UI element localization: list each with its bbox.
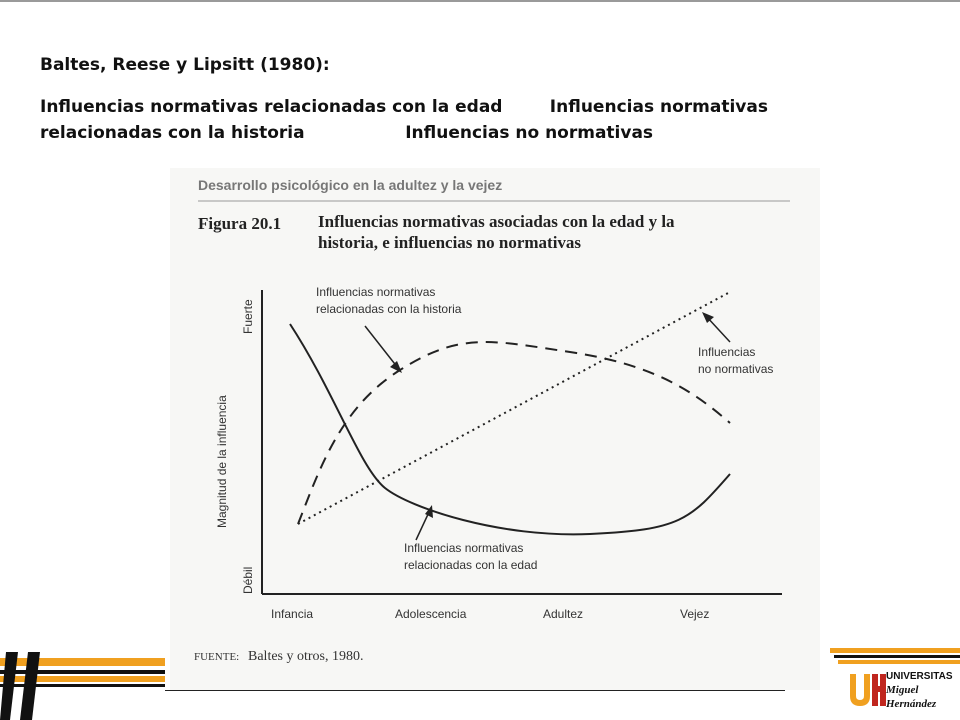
corner-stripes-decoration: [0, 640, 170, 720]
label-no-normativas-line1: Influencias: [698, 345, 756, 359]
figure-number: Figura 20.1: [198, 214, 282, 233]
label-historia-line1: Influencias normativas: [316, 285, 436, 299]
curve-non-normative: [298, 292, 730, 524]
x-tick-vejez: Vejez: [680, 607, 710, 621]
source-text: Baltes y otros, 1980.: [248, 649, 364, 664]
curve-age-graded: [290, 324, 730, 534]
top-divider: [0, 0, 960, 2]
slide-subheading: Influencias normativas relacionadas con la edad Influencias normativas relacionadas con la historia Influencias no normativas: [40, 97, 768, 143]
running-head: Desarrollo psicológico en la adultez y la vejez: [198, 177, 503, 193]
x-tick-adolescencia: Adolescencia: [395, 607, 467, 621]
logo-line1: UNIVERSITAS: [886, 671, 953, 682]
label-historia-line2: relacionadas con la historia: [316, 302, 462, 316]
figure-caption-line2: historia, e influencias no normativas: [318, 233, 582, 252]
x-tick-infancia: Infancia: [271, 607, 314, 621]
y-axis-bottom-label: Débil: [241, 566, 255, 594]
slide-heading: Baltes, Reese y Lipsitt (1980):: [40, 55, 330, 75]
logo-line3: Hernández: [886, 698, 937, 710]
bottom-divider: [165, 690, 785, 691]
logo-line2: Miguel: [886, 684, 919, 696]
scanned-figure: [170, 168, 820, 690]
influence-diagram: [170, 168, 820, 690]
curve-history-graded: [298, 342, 730, 524]
y-axis-top-label: Fuerte: [241, 299, 255, 334]
figure-caption-line1: Influencias normativas asociadas con la edad y la: [318, 212, 675, 231]
label-edad-line2: relacionadas con la edad: [404, 558, 538, 572]
arrow-historia: [365, 326, 398, 368]
arrow-no-normativas-head: [702, 312, 714, 323]
label-no-normativas-line2: no normativas: [698, 362, 774, 376]
y-axis-title: Magnitud de la influencia: [215, 395, 229, 528]
arrow-edad-head: [425, 505, 433, 518]
arrow-historia-head: [390, 361, 402, 373]
source-label: FUENTE:: [194, 651, 240, 663]
label-edad-line1: Influencias normativas: [404, 541, 524, 555]
x-tick-adultez: Adultez: [543, 607, 584, 621]
